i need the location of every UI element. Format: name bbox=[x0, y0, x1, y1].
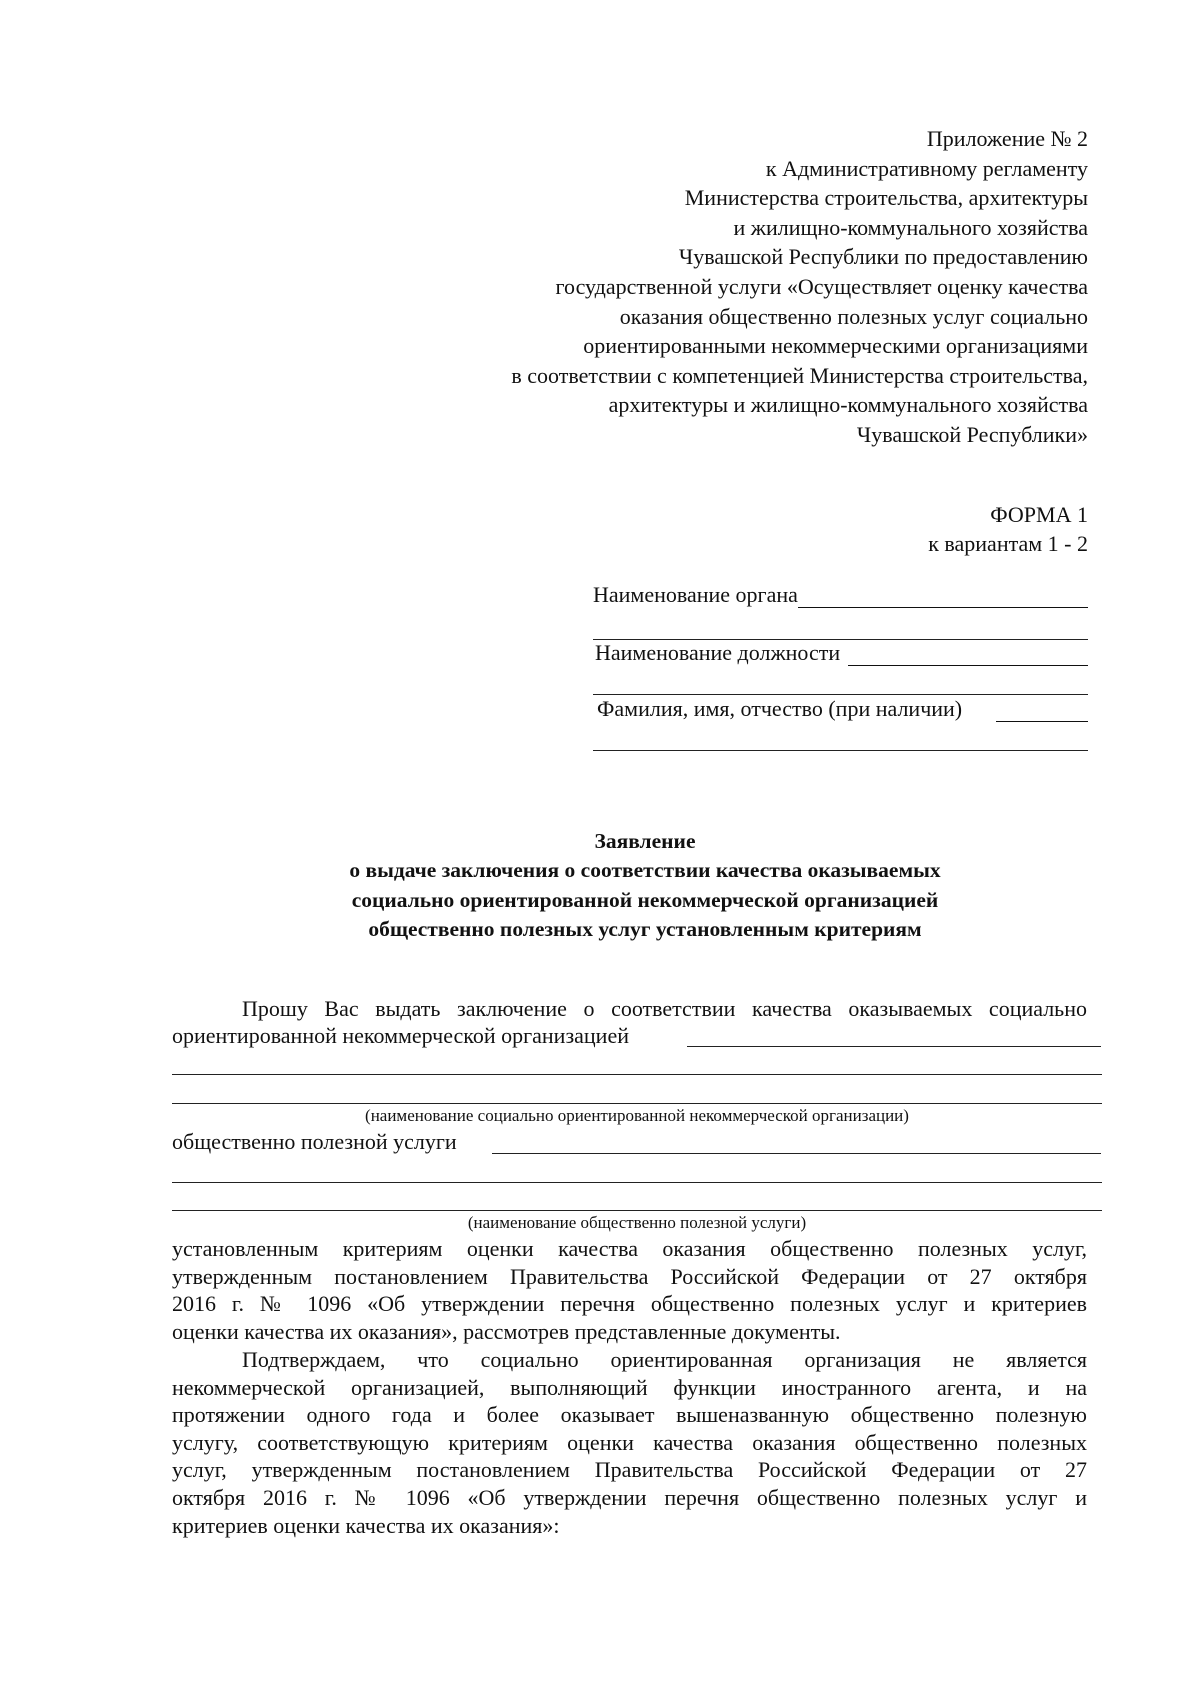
form-variants: к вариантам 1 - 2 bbox=[928, 531, 1088, 556]
service-field[interactable] bbox=[172, 1130, 1102, 1154]
org-name-line-3[interactable] bbox=[172, 1103, 1102, 1104]
form-name: ФОРМА 1 bbox=[990, 502, 1088, 527]
request-line: Прошу Вас выдать заключение о соответствии качества оказываемых социально bbox=[242, 996, 1087, 1021]
service-line-3[interactable] bbox=[172, 1210, 1102, 1211]
appendix-line: государственной услуги «Осуществляет оценку качества bbox=[555, 273, 1088, 299]
service-caption: (наименование общественно полезной услуги) bbox=[467, 1213, 807, 1232]
service-underline[interactable] bbox=[492, 1153, 1101, 1154]
organ-label: Наименование органа bbox=[593, 582, 798, 607]
service-label: общественно полезной услуги bbox=[172, 1129, 457, 1154]
request-paragraph bbox=[172, 995, 1087, 1023]
paragraph-line: 2016 г. № 1096 «Об утверждении перечня общественно полезных услуг и критериев bbox=[172, 1291, 1087, 1317]
organ-underline[interactable] bbox=[798, 607, 1088, 608]
criteria-paragraph bbox=[172, 1235, 1087, 1345]
organ-field[interactable] bbox=[593, 582, 1088, 608]
title-line: о выдаче заключения о соответствии качества оказываемых bbox=[349, 858, 941, 883]
position-underline[interactable] bbox=[848, 665, 1088, 666]
appendix-line: Чувашской Республики» bbox=[856, 421, 1088, 447]
appendix-line: к Административному регламенту bbox=[765, 155, 1088, 181]
paragraph-line: критериев оценки качества их оказания»: bbox=[172, 1512, 560, 1538]
appendix-line: ориентированными некоммерческими организациями bbox=[583, 333, 1088, 359]
appendix-line: Чувашской Республики по предоставлению bbox=[678, 244, 1088, 270]
title-line: социально ориентированной некоммерческой организацией bbox=[351, 887, 939, 912]
appendix-line: и жилищно-коммунального хозяйства bbox=[733, 214, 1088, 240]
appendix-line: Министерства строительства, архитектуры bbox=[684, 185, 1088, 211]
paragraph-line: услуг, утвержденным постановлением Правительства Российской Федерации от 27 bbox=[172, 1457, 1087, 1483]
fio-extra-line[interactable] bbox=[593, 750, 1088, 751]
fio-label: Фамилия, имя, отчество (при наличии) bbox=[597, 696, 963, 721]
paragraph-line: октября 2016 г. № 1096 «Об утверждении перечня общественно полезных услуг и bbox=[172, 1484, 1087, 1510]
appendix-line: оказания общественно полезных услуг социально bbox=[619, 303, 1088, 329]
title-line: общественно полезных услуг установленным критериям bbox=[368, 916, 922, 941]
appendix-line: Приложение № 2 bbox=[926, 126, 1088, 151]
appendix-header bbox=[388, 124, 1088, 450]
fio-field[interactable] bbox=[593, 696, 1088, 722]
position-label: Наименование должности bbox=[595, 640, 841, 665]
paragraph-line: Подтверждаем, что социально ориентированная организация не является bbox=[242, 1347, 1087, 1372]
position-extra-line[interactable] bbox=[593, 694, 1088, 695]
paragraph-line: утвержденным постановлением Правительства Российской Федерации от 27 октября bbox=[172, 1263, 1087, 1289]
paragraph-line: некоммерческой организацией, выполняющий функции иностранного агента, и на bbox=[172, 1374, 1087, 1400]
appendix-line: в соответствии с компетенцией Министерства строительства, bbox=[511, 362, 1088, 388]
paragraph-line: установленным критериям оценки качества оказания общественно полезных услуг, bbox=[172, 1236, 1087, 1261]
org-name-underline[interactable] bbox=[687, 1046, 1101, 1047]
paragraph-line: протяжении одного года и более оказывает вышеназванную общественно полезную bbox=[172, 1402, 1087, 1428]
paragraph-line: оценки качества их оказания», рассмотрев представленные документы. bbox=[172, 1318, 841, 1344]
paragraph-line: услугу, соответствующую критериям оценки качества оказания общественно полезных bbox=[172, 1429, 1087, 1455]
org-name-line-2[interactable] bbox=[172, 1074, 1102, 1075]
service-line-2[interactable] bbox=[172, 1182, 1102, 1183]
form-label bbox=[928, 500, 1088, 558]
org-name-label: ориентированной некоммерческой организацией bbox=[172, 1023, 629, 1048]
statement-title bbox=[170, 827, 1120, 944]
position-field[interactable] bbox=[593, 640, 1088, 666]
org-name-field[interactable] bbox=[172, 1024, 1102, 1048]
title-heading: Заявление bbox=[594, 829, 696, 853]
fio-underline[interactable] bbox=[996, 721, 1088, 722]
confirmation-paragraph bbox=[172, 1346, 1087, 1539]
appendix-line: архитектуры и жилищно-коммунального хозяйства bbox=[608, 392, 1088, 418]
org-name-caption: (наименование социально ориентированной некоммерческой организации) bbox=[365, 1106, 909, 1125]
